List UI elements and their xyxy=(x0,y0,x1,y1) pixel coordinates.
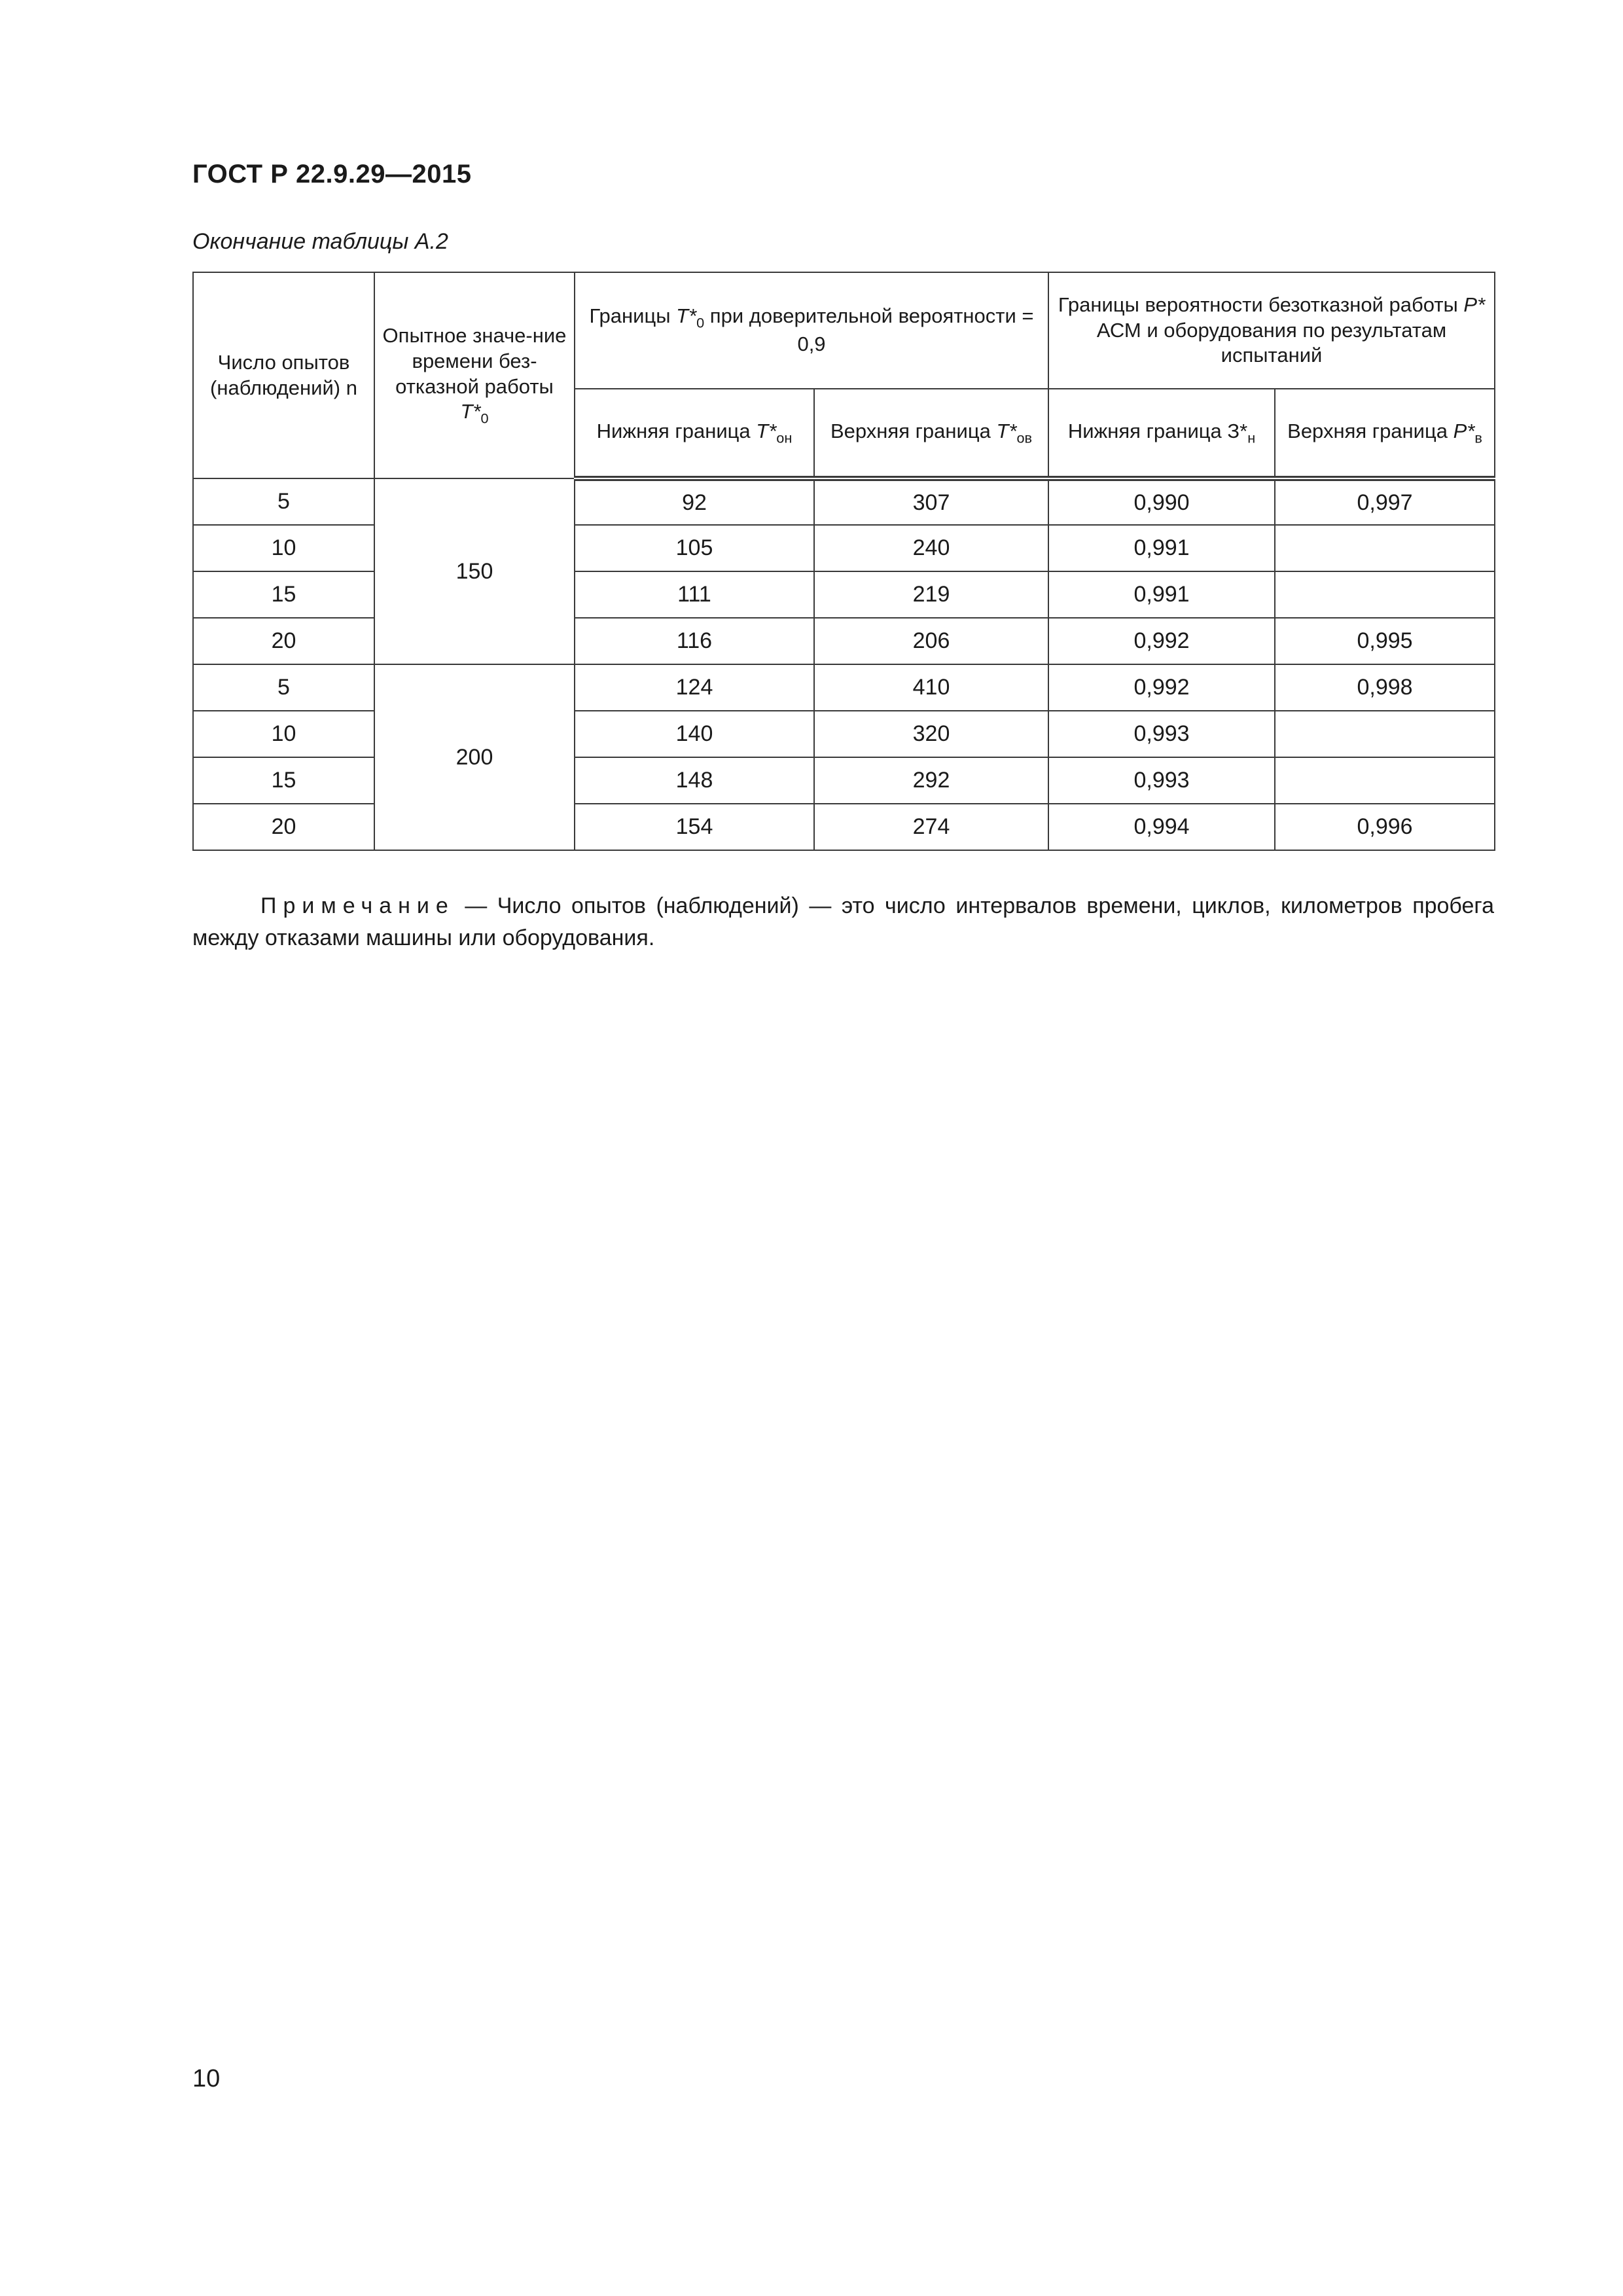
page-number: 10 xyxy=(192,2065,221,2092)
data-table xyxy=(192,272,1495,851)
cell-lower-t: 140 xyxy=(575,711,814,757)
cell-n: 10 xyxy=(193,525,374,571)
document-code: ГОСТ Р 22.9.29—2015 xyxy=(192,160,472,188)
header-lower-p: Нижняя граница $З*_н$ xyxy=(1048,389,1275,478)
cell-lower-p: 0,991 xyxy=(1048,525,1275,571)
cell-lower-t: 148 xyxy=(575,757,814,804)
cell-lower-t: 154 xyxy=(575,804,814,850)
cell-upper-t: 307 xyxy=(814,478,1048,525)
cell-upper-p: 0,998 xyxy=(1275,664,1495,711)
cell-lower-p: 0,993 xyxy=(1048,711,1275,757)
cell-upper-t: 274 xyxy=(814,804,1048,850)
cell-lower-p: 0,994 xyxy=(1048,804,1275,850)
cell-lower-t: 111 xyxy=(575,571,814,618)
cell-n: 10 xyxy=(193,711,374,757)
table-caption: Окончание таблицы А.2 xyxy=(192,229,448,254)
cell-upper-t: 206 xyxy=(814,618,1048,664)
table-row xyxy=(193,478,1495,525)
cell-upper-t: 410 xyxy=(814,664,1048,711)
cell-upper-t: 292 xyxy=(814,757,1048,804)
cell-lower-t: 92 xyxy=(575,478,814,525)
cell-n: 20 xyxy=(193,618,374,664)
cell-n: 20 xyxy=(193,804,374,850)
cell-upper-p xyxy=(1275,571,1495,618)
header-group-p-bounds: Границы вероятности безотказной работы P* АСМ и оборудования по результатам испытаний xyxy=(1048,272,1495,389)
note-text: — Число опытов (наблюдений) — это число интервалов времени, циклов, километров пробега между отказами машины или оборудования. xyxy=(192,893,1494,951)
cell-lower-t: 124 xyxy=(575,664,814,711)
cell-lower-p: 0,990 xyxy=(1048,478,1275,525)
cell-lower-p: 0,992 xyxy=(1048,664,1275,711)
cell-n: 15 xyxy=(193,757,374,804)
cell-upper-t: 320 xyxy=(814,711,1048,757)
header-group-t-bounds: Границы $T*_0$ при доверительной вероятности = 0,9 xyxy=(575,272,1048,389)
cell-upper-p xyxy=(1275,711,1495,757)
cell-n: 15 xyxy=(193,571,374,618)
cell-lower-t: 116 xyxy=(575,618,814,664)
header-upper-t: Верхняя граница $T*_{ов}$ xyxy=(814,389,1048,478)
note-label: Примечание xyxy=(260,893,455,918)
cell-t0: 200 xyxy=(374,664,575,850)
cell-lower-t: 105 xyxy=(575,525,814,571)
cell-lower-p: 0,991 xyxy=(1048,571,1275,618)
header-upper-p: Верхняя граница $P*_в$ xyxy=(1275,389,1495,478)
cell-upper-p: 0,997 xyxy=(1275,478,1495,525)
cell-t0: 150 xyxy=(374,478,575,664)
cell-upper-p: 0,995 xyxy=(1275,618,1495,664)
cell-upper-p: 0,996 xyxy=(1275,804,1495,850)
cell-upper-t: 219 xyxy=(814,571,1048,618)
header-col-n: Число опытов (наблюдений) n xyxy=(193,272,374,478)
cell-n: 5 xyxy=(193,478,374,525)
cell-upper-p xyxy=(1275,525,1495,571)
cell-upper-t: 240 xyxy=(814,525,1048,571)
header-lower-t: Нижняя граница $T*_{он}$ xyxy=(575,389,814,478)
cell-upper-p xyxy=(1275,757,1495,804)
cell-n: 5 xyxy=(193,664,374,711)
header-col-t0: Опытное значе-ние времени без-отказной работы $T*_0$ xyxy=(374,272,575,478)
table-row xyxy=(193,664,1495,711)
cell-lower-p: 0,993 xyxy=(1048,757,1275,804)
table-note xyxy=(192,890,1494,955)
cell-lower-p: 0,992 xyxy=(1048,618,1275,664)
